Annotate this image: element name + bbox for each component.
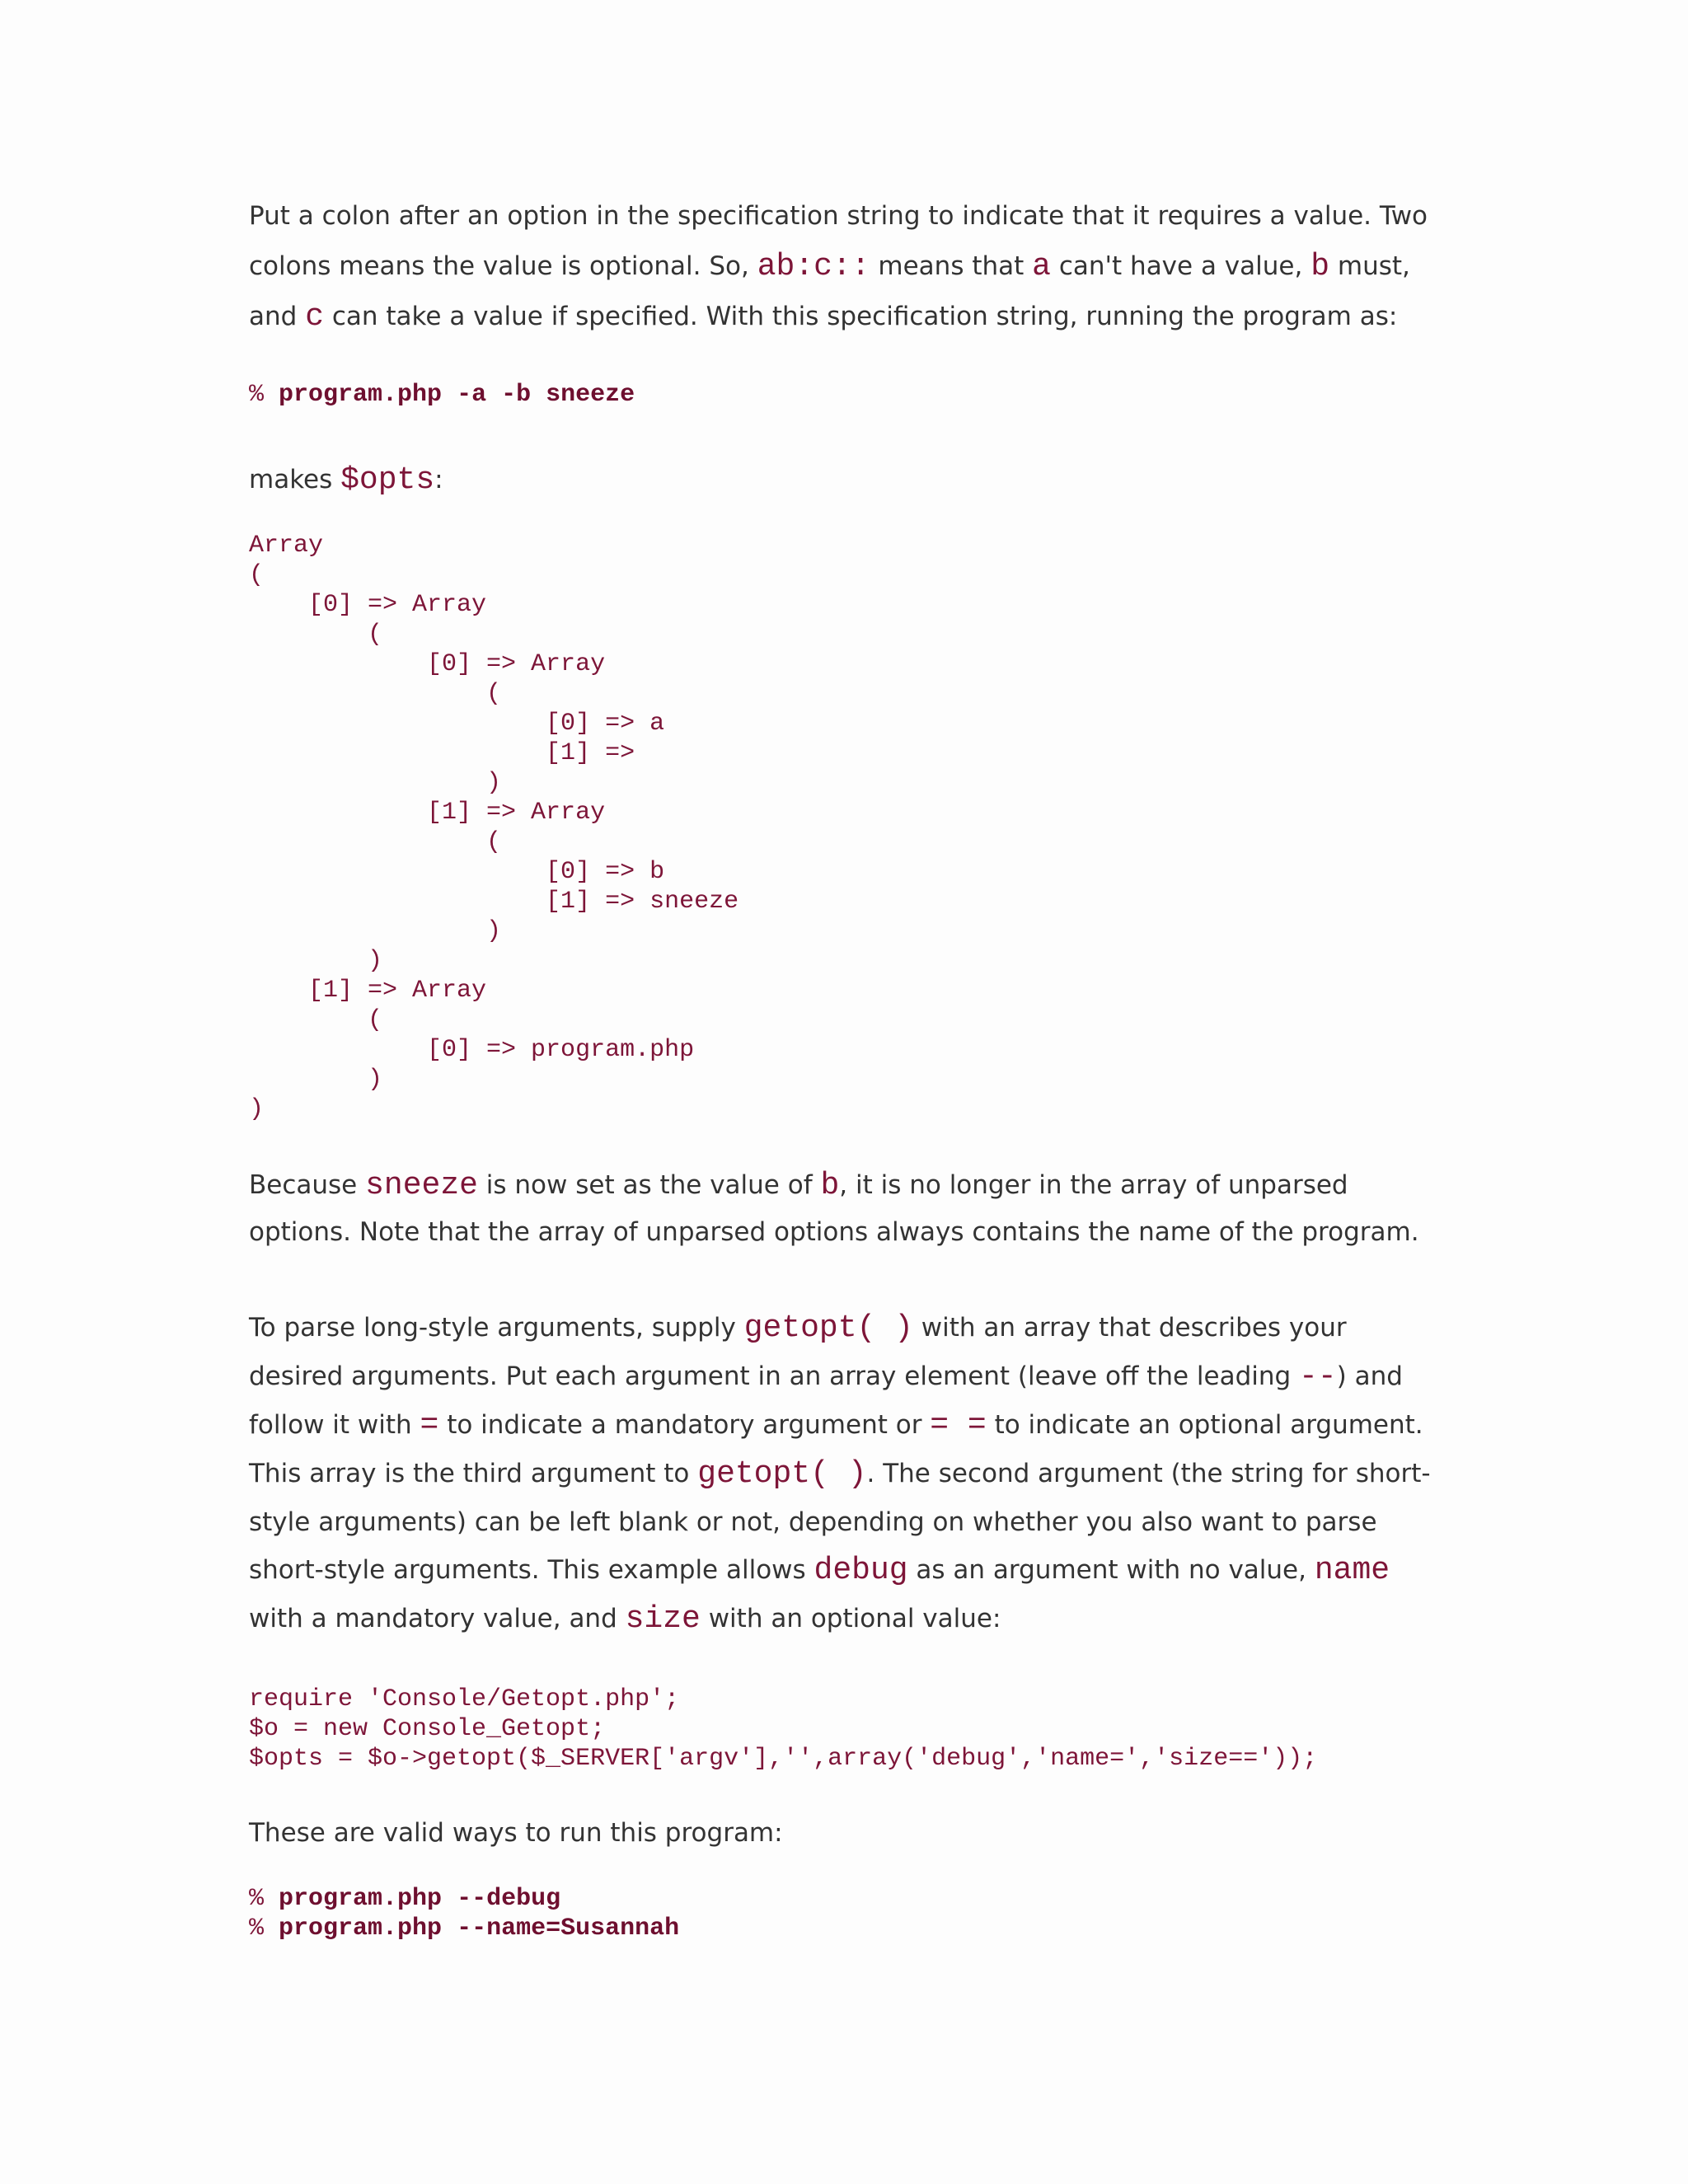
inline-code: getopt( ) xyxy=(697,1456,867,1492)
code-example-block: require 'Console/Getopt.php'; $o = new Console_Getopt; $opts = $o->getopt($_SERVER['argv'],'',array('debug','name=','size==')); xyxy=(249,1685,1318,1773)
array-output-block: Array ( [0] => Array ( [0] => Array ( [0] => a [1] => ) [1] => Array ( [0] => b [1] => sneeze ) ) [1] => Array ( [0] => program.php ) ) xyxy=(249,532,739,1123)
text: : xyxy=(434,465,443,494)
command-example xyxy=(249,1914,1444,1943)
shell-command: program.php --name=Susannah xyxy=(279,1915,680,1943)
paragraph-makes-opts xyxy=(249,454,1444,506)
inline-code: -- xyxy=(1299,1359,1337,1394)
text: To parse long-style arguments, supply xyxy=(249,1313,744,1343)
document-page xyxy=(249,191,1444,1943)
shell-command: program.php -a -b sneeze xyxy=(279,381,635,409)
command-example xyxy=(249,1884,1444,1914)
paragraph-long-style xyxy=(249,1304,1444,1643)
text: is now set as the value of xyxy=(477,1170,821,1200)
text: must, and xyxy=(249,251,1410,331)
paragraph-colon-spec xyxy=(249,191,1444,342)
text: with a mandatory value, and xyxy=(249,1604,626,1633)
inline-code: b xyxy=(820,1168,840,1203)
inline-code: sneeze xyxy=(365,1168,478,1203)
text: to indicate a mandatory argument or xyxy=(438,1410,931,1440)
text: means that xyxy=(870,251,1033,281)
shell-command: program.php --debug xyxy=(279,1885,561,1913)
text: can take a value if specified. With this specification string, running the program as: xyxy=(324,302,1398,331)
inline-code: getopt( ) xyxy=(743,1310,913,1346)
inline-code: debug xyxy=(814,1553,908,1588)
inline-code: b xyxy=(1311,249,1330,284)
command-list xyxy=(249,1884,1444,1943)
inline-code: c xyxy=(305,299,324,335)
paragraph-because-sneeze xyxy=(249,1162,1444,1256)
shell-prompt: % xyxy=(249,1915,265,1943)
inline-code: name xyxy=(1314,1553,1390,1588)
text: as an argument with no value, xyxy=(907,1555,1315,1585)
inline-code: = = xyxy=(930,1408,987,1443)
shell-prompt: % xyxy=(249,381,265,409)
inline-code: ab:c:: xyxy=(757,249,870,284)
text: ) and follow it with xyxy=(249,1361,1403,1440)
text: . The second argument (the string for short-style arguments) can be left blank or not, depending on whether you also want to parse short-style arguments. This example allows xyxy=(249,1459,1431,1585)
text: with an optional value: xyxy=(700,1604,1001,1633)
text: Put a colon after an option in the specification string to indicate that it requires a value. Two colons means the value is optional. So, xyxy=(249,201,1428,281)
inline-code: a xyxy=(1032,249,1051,284)
paragraph-valid-ways xyxy=(249,1808,1444,1858)
inline-code: size xyxy=(625,1601,701,1637)
inline-code: $opts xyxy=(340,462,435,498)
text: Because xyxy=(249,1170,366,1200)
text: can't have a value, xyxy=(1050,251,1311,281)
text: These are valid ways to run this program: xyxy=(249,1818,783,1848)
shell-prompt: % xyxy=(249,1885,265,1913)
command-example xyxy=(249,380,1444,410)
inline-code: = xyxy=(420,1408,439,1443)
text: to indicate an optional argument. This array is the third argument to xyxy=(249,1410,1423,1488)
text: , it is no longer in the array of unparsed options. Note that the array of unparsed options always contains the name of the program. xyxy=(249,1170,1419,1247)
text: with an array that describes your desired arguments. Put each argument in an array element (leave off the leading xyxy=(249,1313,1347,1391)
text: makes xyxy=(249,465,341,494)
